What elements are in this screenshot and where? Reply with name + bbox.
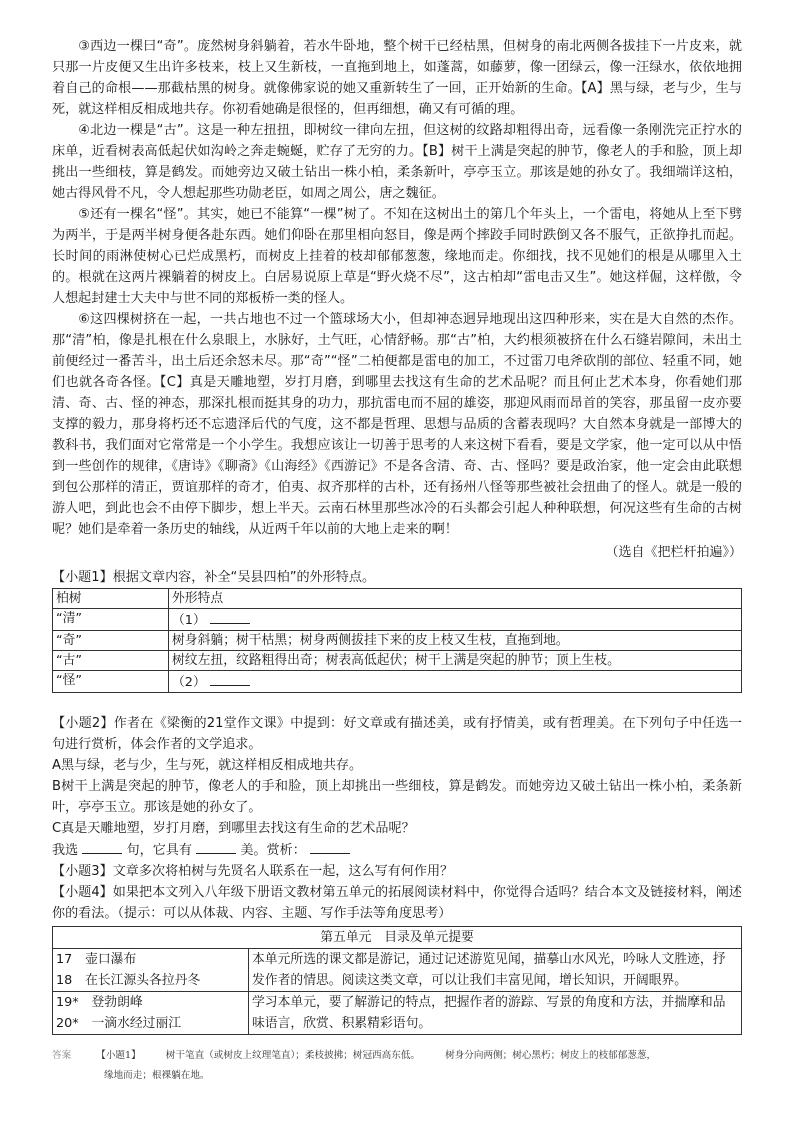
- unit-five-table: [52, 926, 742, 1035]
- table-row: [53, 609, 742, 631]
- answer-blank[interactable]: [210, 671, 250, 686]
- answer-blank[interactable]: [210, 609, 250, 624]
- question-2-answer-line: [52, 839, 742, 861]
- table-header-cell: 外形特点: [169, 589, 742, 609]
- unit-table-title: 第五单元 目录及单元提要: [53, 927, 742, 949]
- article-paragraph-3: ③西边一棵曰“奇”。庞然树身斜躺着，若水牛卧地，整个树干已经枯黑，但树身的南北两侧各拔挂下一片皮来，就只那一片皮便又生出许多枝来，枝上又生新枝，一直拖到地上，如蓬蒿，如藤萝，像一团绿云，像一汪绿水，依依地拥着自己的命根——那截枯黑的树身。就像佛家说的她又重新转生了一回，正开始新的生命。【A】黑与绿，老与少，生与死，就这样相反相成地共存。你初看她确是很怪的，但再细想，确又有可循的理。: [52, 39, 742, 117]
- answer-part-3: 缘地而走；根裸躺在地。: [104, 1070, 210, 1081]
- table-row: [53, 631, 742, 651]
- lesson-item: 17 壶口瀑布: [56, 952, 137, 967]
- question-2-text: 【小题2】作者在《梁衡的21堂作文课》中提到：好文章或有描述美，或有抒情美，或有哲理美。在下列句子中任选一句进行赏析，体会作者的文学追求。: [52, 716, 742, 752]
- question-3-text: 【小题3】文章多次将柏树与先贤名人联系在一起，这么写有何作用？: [52, 864, 454, 879]
- lesson-cell: [53, 992, 249, 1035]
- lesson-item: 20* 一滴水经过丽江: [56, 1016, 182, 1031]
- answer-part-1: 树干笔直（或树皮上纹理笔直）；柔枝披拂；树冠西高东低。: [165, 1050, 421, 1061]
- unit-row: [53, 949, 742, 992]
- tree-name-cell: “怪”: [53, 671, 169, 693]
- option-c: C真是天雕地塑，岁打月磨，到哪里去找这有生命的艺术品呢？: [52, 821, 415, 836]
- tree-name-cell: “清”: [53, 609, 169, 631]
- worksheet-page: [52, 36, 742, 1035]
- question-4-text: 【小题4】如果把本文列入八年级下册语文教材第五单元的拓展阅读材料中，你觉得合适吗？结合本文及链接材料，阐述你的看法。（提示：可以从体裁、内容、主题、写作手法等角度思考）: [52, 885, 742, 921]
- answer-middle: 句，它具有: [126, 843, 192, 858]
- lesson-item: 19* 登勃朗峰: [56, 995, 143, 1010]
- article-paragraph-4: ④北边一棵是“古”。这是一种左扭扭，即树纹一律向左扭，但这树的纹路却粗得出奇，远看像一条刚洗完正拧水的床单，近看树表高低起伏如沟岭之奔走蜿蜒，贮存了无穷的力。【B】树干上满是突起的肿节，像老人的手和脸，顶上却挑出一些细枝，算是鹤发。而她旁边又破土钻出一株小柏，柔条新叶，亭亭玉立。那该是她的孙女了。我细端详这柏，她古得风骨不凡，令人想起那些功勋老臣，如周之周公，唐之魏征。: [52, 123, 742, 201]
- unit-row: [53, 992, 742, 1035]
- blank-number: （2）: [172, 675, 206, 690]
- article: [52, 36, 742, 564]
- option-a: A黑与绿，老与少，生与死，就这样相反相成地共存。: [52, 758, 363, 773]
- tree-name-cell: “古”: [53, 651, 169, 671]
- lesson-cell: [53, 949, 249, 992]
- feature-cell: [169, 609, 742, 631]
- question-1-text: 【小题1】根据文章内容，补全“吴县四柏”的外形特点。: [52, 570, 376, 585]
- answer-label: 【小题1】: [96, 1050, 141, 1061]
- table-row: [53, 671, 742, 693]
- blank-number: （1）: [172, 613, 206, 628]
- article-paragraph-6: ⑥这四棵树挤在一起，一共占地也不过一个篮球场大小，但却神态迥异地现出这四种形来，实在是大自然的杰作。那“清”柏，像是扎根在什么泉眼上，水脉好，土气旺，心情舒畅。那“古”柏，大约根须被挤在什么石缝岩隙间，未出土前便经过一番苦斗，出土后还余怒未尽。那“奇”“怪”二柏便都是雷电的加工，不过雷刀电斧砍削的部位、轻重不同，她们也就各奇各怪。【C】真是天雕地塑，岁打月磨，到哪里去找这有生命的艺术品呢？而且何止艺术本身，你看她们那清、奇、古、怪的神态，那深扎根而挺其身的功力，那抗雷电而不屈的雄姿，那迎风雨而昂首的笑容，那虽留一皮亦要支撑的毅力，那身将朽还不忘遗泽后代的气度，这不都是哲理、思想与品质的含蓄表现吗？大自然本身就是一部博大的教科书，我们面对它常常是一个小学生。我想应该让一切善于思考的人来这树下看看，要是文学家，他一定可以从中悟到一些创作的规律，《唐诗》《聊斋》《山海经》《西游记》不是各含清、奇、古、怪吗？要是政治家，他一定会由此联想到包公那样的清正，贾谊那样的奇才，伯夷、叔齐那样的古朴，还有扬州八怪等那些被社会扭曲了的怪人。就是一般的游人吧，到此也会不由停下脚步，想上半天。云南石林里那些冰冷的石头都会引起人种种联想，何况这些有生命的古树呢？她们是牵着一条历史的轴线，从近两千年以前的大地上走来的啊！: [52, 312, 742, 537]
- unit-summary-1: 本单元所选的课文都是游记，通过记述游览见闻，描摹山水风光，吟咏人文胜迹，抒发作者的情思。阅读这类文章，可以让我们丰富见闻，增长知识，开阔眼界。: [249, 949, 742, 992]
- beauty-type-blank[interactable]: [196, 839, 236, 854]
- article-source: （选自《把栏杆拍遍》）: [605, 545, 742, 560]
- question-2: [52, 713, 742, 861]
- unit-title-row: [53, 927, 742, 949]
- option-b: B树干上满是突起的肿节，像老人的手和脸，顶上却挑出一些细枝，算是鹤发。而她旁边又破土钻出一株小柏，柔条新叶，亭亭玉立。那该是她的孙女了。: [52, 779, 742, 815]
- unit-summary-2: 学习本单元，要了解游记的特点，把握作者的游踪、写景的角度和方法，并揣摩和品味语言，欣赏、积累精彩语句。: [249, 992, 742, 1035]
- cypress-feature-table: [52, 588, 742, 693]
- answer-tag: 答案: [52, 1050, 72, 1061]
- answer-part-2: 树身分向两侧；树心黑朽；树皮上的枝郁郁葱葱，: [445, 1050, 657, 1061]
- table-header-cell: 柏树: [53, 589, 169, 609]
- choice-blank[interactable]: [82, 839, 122, 854]
- feature-cell: [169, 671, 742, 693]
- question-1: [52, 567, 742, 693]
- answer-section: [52, 1046, 762, 1086]
- analysis-blank[interactable]: [310, 839, 350, 854]
- spacer: [52, 693, 742, 713]
- table-row: [53, 651, 742, 671]
- answer-prefix: 我选: [52, 843, 79, 858]
- lesson-item: 18 在长江源头各拉丹冬: [56, 973, 201, 988]
- feature-cell: 树纹左扭，纹路粗得出奇；树表高低起伏；树干上满是突起的肿节；顶上生枝。: [169, 651, 742, 671]
- table-header-row: [53, 589, 742, 609]
- answer-suffix: 美。赏析：: [240, 843, 306, 858]
- feature-cell: 树身斜躺；树干枯黑；树身两侧拔挂下来的皮上枝又生枝，直拖到地。: [169, 631, 742, 651]
- tree-name-cell: “奇”: [53, 631, 169, 651]
- article-paragraph-5: ⑤还有一棵名“怪”。其实，她已不能算“一棵”树了。不知在这树出土的第几个年头上，一个雷电，将她从上至下劈为两半，于是两半树身便各赴东西。她们仰卧在那里相向怒目，像是两个摔跤手同时跌倒又各不服气，正欲挣扎而起。长时间的雨淋使树心已烂成黑朽，而树皮上挂着的枝却郁郁葱葱，缘地而走。你细找，找不见她们的根是从哪里入土的。根就在这两片裸躺着的树皮上。白居易说原上草是“野火烧不尽”，这古柏却“雷电击又生”。她这样倔，这样傲，令人想起封建士大夫中与世不同的郑板桥一类的怪人。: [52, 207, 742, 306]
